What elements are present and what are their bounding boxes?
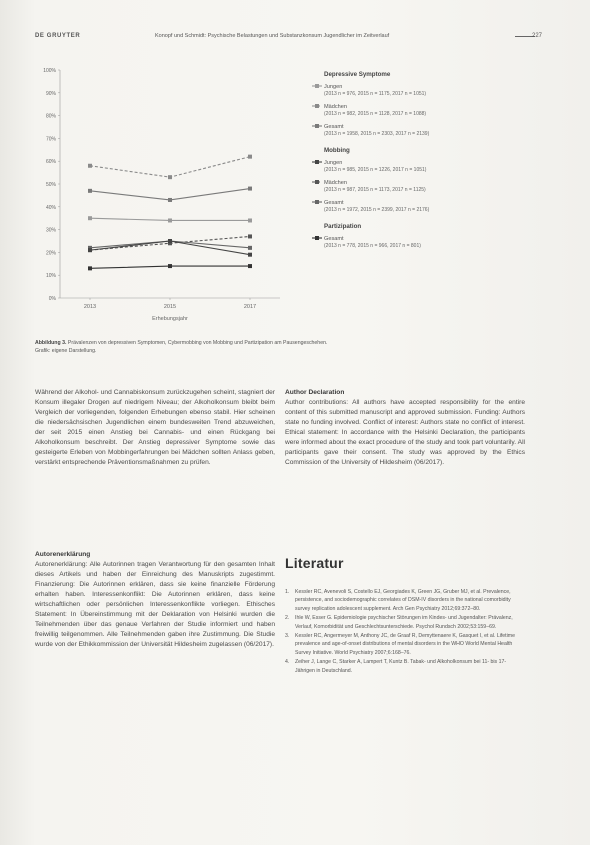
legend-entry-detail: (2013 n = 987, 2015 n = 1173, 2017 n = 1125) [324,187,426,193]
x-tick-label: 2015 [163,304,177,310]
legend-swatch-marker [315,124,319,128]
reference-list [285,588,525,676]
legend-group-title: Depressive Symptome [324,71,391,78]
declaration-heading-en: Author Declaration [285,389,345,396]
reference-item [285,632,525,657]
declaration-text-de: Autorenerklärung: Alle Autorinnen tragen Verantwortung für den gesamten Inhalt dieses Artikels und haben der Einreichung des Manuskripts zugestimmt. Finanzierung: Die Autorinnen erklären, dass sie keine finanzielle Förderung erhalten haben. Interessenkonflikt: Die Autorinnen erklären, dass keine wirtschaftlichen oder persönlichen Interessenkonflikte vorliegen. Ethisches Statement: In Übereinstimmung mit der Deklaration von Helsinki wurden die Teilnehmenden über das genaue Verfahren der Studie informiert und haben freiwillig teilgenommen. Alle Teilnehmenden gaben ihre Zustimmung. Die Studie wurde von der Ethikkommission der Universität Hildesheim zugelassen (06/2017). [35,561,275,648]
reference-item [285,658,525,675]
y-tick-label: 20% [45,250,56,257]
y-tick-label: 50% [45,182,56,188]
running-head [35,33,542,45]
right-column-declaration [285,388,525,468]
data-point-marker [248,246,252,250]
y-tick-label: 90% [45,90,56,97]
reference-text: Ihle W, Esser G. Epidemiologie psychischer Störungen im Kindes- und Jugendalter: Prävalenz, Verlauf, Komorbidität und Geschlechtsunterschiede. Psychol Rundsch 2002;53:159–69. [295,615,513,630]
reference-text: Kessler RC, Angermeyer M, Anthony JC, de Graaf R, Demyttenaere K, Gasquet I, et al. Lifetime prevalence and age-of-onset distributions of mental disorders in the WHO World Mental Health Survey Initiative. World Psychiatry 2007;6:168–76. [295,633,515,656]
y-tick-label: 60% [45,159,56,166]
running-title: Konopf und Schmidt: Psychische Belastungen und Substanzkonsum Jugendlicher im Zeitverlauf [155,33,390,39]
legend-swatch-marker [315,104,319,108]
series-line [90,157,250,178]
legend-entry-label: Jungen [324,160,343,166]
data-point-marker [168,218,172,222]
data-point-marker [88,189,92,193]
caption-source: Grafik: eigene Darstellung. [35,348,97,354]
legend-swatch-marker [315,200,319,204]
y-tick-label: 70% [45,136,56,143]
y-tick-label: 0% [48,296,56,302]
data-point-marker [248,187,252,191]
data-point-marker [248,155,252,159]
data-point-marker [168,264,172,268]
page-number: 227 [531,33,542,39]
data-point-marker [88,216,92,220]
legend-entry-label: Jungen [324,84,343,90]
legend-group-title: Mobbing [324,147,350,154]
legend-entry-detail: (2013 n = 976, 2015 n = 1175, 2017 n = 1051) [324,91,427,97]
reference-item [285,588,525,613]
reference-number: 3. [285,633,290,640]
caption-text: Prävalenzen von depressiven Symptomen, Cybermobbing von Mobbing und Partizipation am Pausengeschehen. [67,340,328,346]
legend-swatch-marker [315,180,319,184]
legend-entry-detail: (2013 n = 982, 2015 n = 1128, 2017 n = 1088) [324,111,427,117]
data-point-marker [168,198,172,202]
reference-item [285,614,525,631]
left-column-paragraph: Während der Alkohol- und Cannabiskonsum zurückzugehen scheint, stagniert der Konsum illegaler Drogen auf niedrigem Niveau; der Alkoholkonsum bleibt beim Vergleich der vorliegenden, folgenden Erhebungen ebenso stabil. Hier scheinen die niedersächsischen Jugendlichen einem bundesweiten Trend abzuweichen, der seit 2015 einen Anstieg bei Cannabis- und einen Rückgang bei Alkoholkonsum beschreibt. Der Anstieg depressiver Symptome sowie das gesteigerte Erleben von Mobbingerfahrungen bei Mädchen sollten Anlass geben, verstärkt entsprechende Präventionsmaßnahmen zu prüfen. [35,389,275,466]
reference-text: Kessler RC, Avenevoli S, Costello EJ, Georgiades K, Green JG, Gruber MJ, et al. Prevalence, persistence, and sociodemographic correlates of DSM-IV disorders in the national comorbidity survey replication adolescent supplement. Arch Gen Psychiatry 2012;69:372–80. [295,589,511,612]
reference-number: 4. [285,659,290,666]
x-tick-label: 2013 [83,304,97,310]
legend-entry-label: Gesamt [324,124,344,130]
figure-line-chart [28,62,528,332]
legend-entry-detail: (2013 n = 1958, 2015 n = 2303, 2017 n = 2139) [324,131,430,137]
legend-swatch-marker [315,160,319,164]
legend-swatch-marker [315,236,319,240]
x-axis-title: Erhebungsjahr [152,316,188,322]
figure-caption [35,339,555,355]
data-point-marker [88,266,92,270]
y-tick-label: 80% [45,113,56,120]
reference-number: 1. [285,589,290,595]
data-point-marker [248,234,252,238]
legend-entry-label: Gesamt [324,200,344,206]
data-point-marker [248,218,252,222]
literature-heading: Literatur [285,555,344,571]
declaration-heading-de: Autorenerklärung [35,551,91,558]
y-tick-label: 100% [43,68,56,74]
y-tick-label: 10% [45,273,56,280]
data-point-marker [168,239,172,243]
data-point-marker [248,264,252,268]
declaration-text-en: Author contributions: All authors have accepted responsibility for the entire content of this submitted manuscript and approved submission. Funding: Authors state no funding involved. Conflict of interest: Authors state no conflict of interest. Ethical statement: In accordance with the Helsinki Declaration, the participants were informed about the exact procedure of the study and took part voluntarily. All participants gave their consent. The study was approved by the Ethics Commission of the University of Hildesheim (06/2017). [285,399,525,466]
left-column-declaration [35,550,275,650]
legend-entry-detail: (2013 n = 778, 2015 n = 966, 2017 n = 801) [324,243,421,249]
legend-group-title: Partizipation [324,223,362,230]
data-point-marker [248,253,252,257]
reference-text: Zeiher J, Lange C, Starker A, Lampert T, Kuntz B. Tabak- und Alkoholkonsum bei 11- bis 17-Jährigen in Deutschland. [295,659,507,674]
y-tick-label: 30% [45,227,56,234]
caption-label: Abbildung 3. [35,340,67,346]
x-tick-label: 2017 [243,304,257,310]
data-point-marker [88,248,92,252]
data-point-marker [168,175,172,179]
data-point-marker [88,164,92,168]
reference-number: 2. [285,615,290,622]
legend-entry-label: Mädchen [324,180,348,186]
legend-entry-label: Gesamt [324,236,344,242]
legend-entry-detail: (2013 n = 985, 2015 n = 1226, 2017 n = 1051) [324,167,427,173]
legend-entry-label: Mädchen [324,104,348,110]
publisher-name: DE GRUYTER [35,33,81,39]
legend-swatch-marker [315,84,319,88]
y-tick-label: 40% [45,204,56,211]
legend-entry-detail: (2013 n = 1972, 2015 n = 2399, 2017 n = 2176) [324,207,430,213]
